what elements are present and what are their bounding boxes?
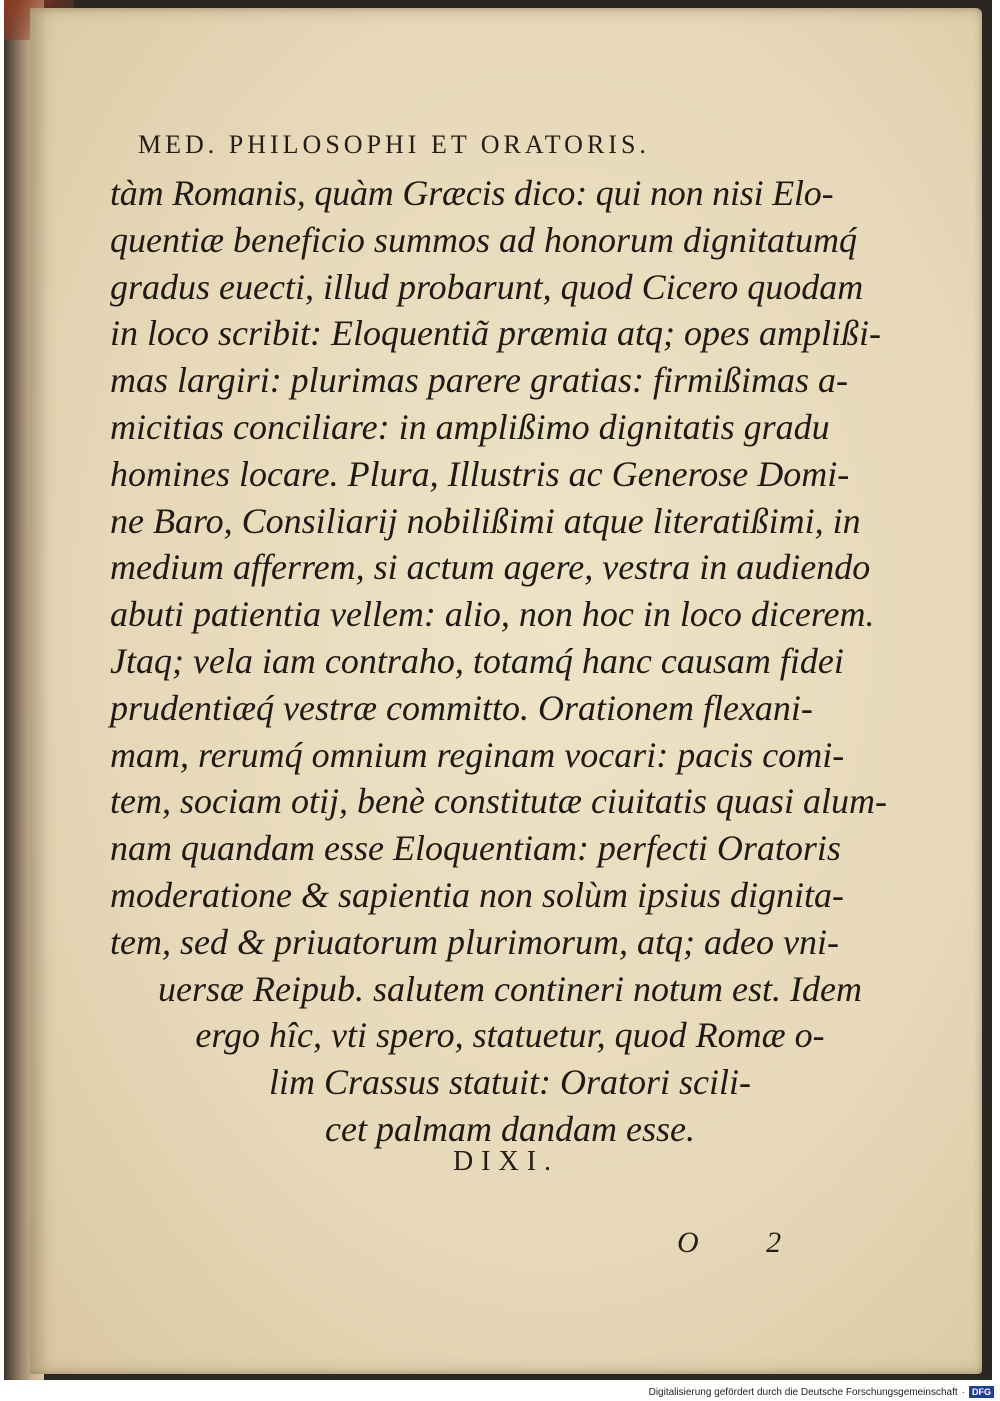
text-line: tàm Romanis, quàm Græcis dico: qui non nisi Elo- [110, 173, 834, 213]
text-line: homines locare. Plura, Illustris ac Generose Domi- [110, 453, 850, 494]
text-line: mam, rerumq́ omnium reginam vocari: pacis comi- [110, 734, 845, 775]
footer-separator: · [961, 1386, 965, 1398]
text-line: tem, sociam otij, benè constitutæ ciuitatis quasi alum- [110, 781, 887, 822]
signature-mark: O 2 [677, 1226, 812, 1259]
body-text [110, 170, 910, 1153]
digitization-footer [649, 1386, 994, 1398]
book-page [30, 8, 982, 1374]
text-line: uersæ Reipub. salutem contineri notum est. Idem [158, 968, 862, 1009]
text-line: cet palmam dandam esse. [325, 1108, 695, 1149]
dfg-logo-icon: DFG [969, 1386, 994, 1398]
text-line: mas largiri: plurimas parere gratias: firmißimas a- [110, 360, 849, 401]
text-line: medium afferrem, si actum agere, vestra in audiendo [110, 547, 871, 588]
text-line: prudentiæq́ vestræ committo. Orationem flexani- [110, 687, 813, 728]
running-head: MED. PHILOSOPHI ET ORATORIS. [138, 130, 650, 159]
footer-credit: Digitalisierung gefördert durch die Deutsche Forschungsgemeinschaft [648, 1386, 958, 1398]
text-line: quentiæ beneficio summos ad honorum dignitatumq́ [110, 219, 857, 260]
text-line: micitias conciliare: in amplißimo dignitatis gradu [110, 406, 830, 447]
text-line: ne Baro, Consiliarij nobilißimi atque literatißimi, in [110, 500, 861, 541]
text-line: in loco scribit: Eloquentiã præmia atq; opes amplißi- [110, 313, 881, 354]
text-line: abuti patientia vellem: alio, non hoc in loco dicerem. [110, 594, 875, 635]
text-line: lim Crassus statuit: Oratori scili- [268, 1062, 752, 1103]
scan-image [4, 0, 992, 1380]
closing-word: DIXI. [452, 1146, 560, 1177]
text-line: moderatione & sapientia non solùm ipsius dignita- [110, 874, 844, 915]
text-line: nam quandam esse Eloquentiam: perfecti Oratoris [110, 828, 841, 869]
text-line: Jtaq; vela iam contraho, totamq́ hanc causam fidei [110, 640, 844, 681]
text-line: ergo hîc, vti spero, statuetur, quod Romæ o- [195, 1015, 825, 1056]
text-line: tem, sed & priuatorum plurimorum, atq; adeo vni- [110, 921, 839, 962]
text-line: gradus euecti, illud probarunt, quod Cicero quodam [110, 266, 864, 307]
